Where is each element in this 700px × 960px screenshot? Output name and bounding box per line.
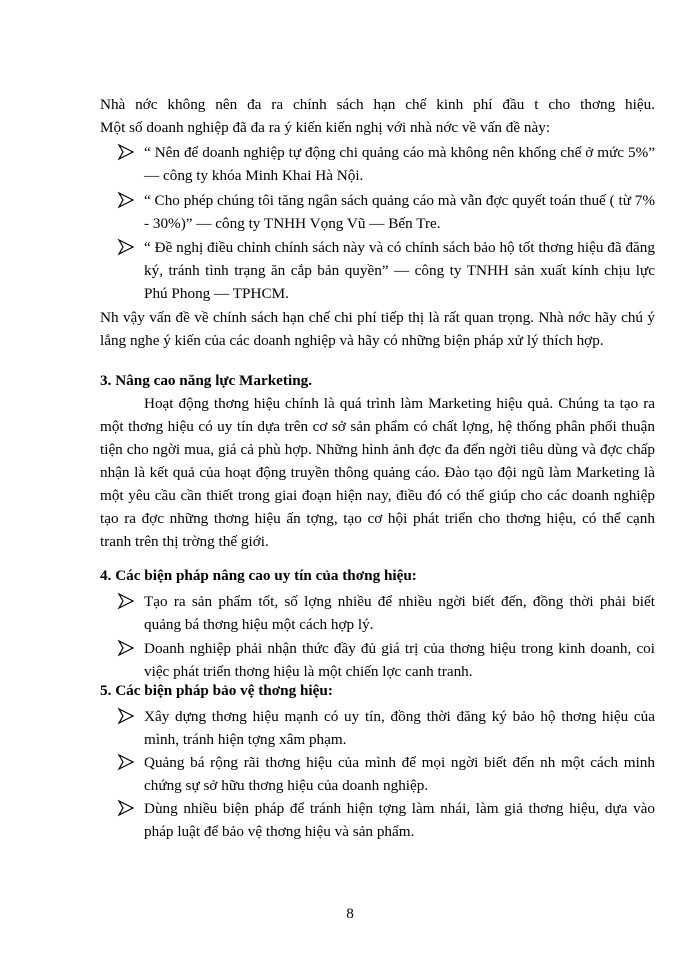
opinion-item xyxy=(100,189,655,235)
section-4-item-text: Tạo ra sản phẩm tốt, số lợng nhiều để nhiều ngời biết đến, đồng thời phải biết quảng bá thơng hiệu một cách hợp lý. xyxy=(144,593,655,633)
section-4-item-text: Doanh nghiệp phải nhận thức đầy đủ giá trị của thơng hiệu trong kinh doanh, coi việc phát triển thơng hiệu là một chiến lợc canh tranh. xyxy=(144,640,655,680)
arrow-bullet-icon xyxy=(117,799,135,817)
section-4-heading: 4. Các biện pháp nâng cao uy tín của thơng hiệu: xyxy=(100,567,417,584)
section-5-item xyxy=(100,751,655,797)
opinion-text: “ Cho phép chúng tôi tăng ngân sách quảng cáo mà vẫn đợc quyết toán thuế ( từ 7% - 30%)” — công ty TNHH Vọng Vũ — Bến Tre. xyxy=(144,192,655,232)
arrow-bullet-icon xyxy=(117,753,135,771)
opinion-text: “ Nên để doanh nghiệp tự động chi quảng cáo mà không nên khống chế ở mức 5%” — công ty khóa Minh Khai Hà Nội. xyxy=(144,144,655,184)
arrow-bullet-icon xyxy=(117,707,135,725)
section-5-item-text: Quảng bá rộng rãi thơng hiệu của mình để mọi ngời biết đến nh một cách minh chứng sự sở hữu thơng hiệu của doanh nghiệp. xyxy=(144,754,655,794)
section-3-body: Hoạt động thơng hiệu chính là quá trình làm Marketing hiệu quả. Chúng ta tạo ra một thơng hiệu có uy tín dựa trên cơ sở sản phẩm có chất lợng, hệ thống phân phối thuận tiện cho ngời mua, giá cả phù hợp. Những hình ảnh đợc đa đến ngời tiêu dùng và đợc chấp nhận là kết quả của hoạt động truyền thông quảng cáo. Đào tạo đội ngũ làm Marketing là một yêu cầu cần thiết trong giai đoạn hiện nay, điều đó có thể giúp cho các doanh nghiệp tạo ra đợc những thơng hiệu ấn tợng, tạo cơ hội phát triển cho thơng hiệu, có thể cạnh tranh trên thị trờng thế giới. xyxy=(100,395,655,550)
section-3-heading: 3. Nâng cao năng lực Marketing. xyxy=(100,372,313,389)
opinion-text: “ Đề nghị điều chỉnh chính sách này và có chính sách bảo hộ tốt thơng hiệu đã đăng ký, tránh tình trạng ăn cắp bản quyền” — công ty TNHH sản xuất kính chịu lực Phú Phong — TPHCM. xyxy=(144,239,655,302)
opinion-item xyxy=(100,141,655,187)
section-5-item-text: Dùng nhiều biện pháp để tránh hiện tợng làm nhái, làm giả thơng hiệu, dựa vào pháp luật để bảo vệ thơng hiệu và sản phẩm. xyxy=(144,800,655,840)
section-4-item xyxy=(100,590,655,636)
page-number: 8 xyxy=(346,905,354,922)
arrow-bullet-icon xyxy=(117,238,135,256)
intro-line-1: Nhà nớc không nên đa ra chính sách hạn chế kinh phí đầu t cho thơng hiệu. xyxy=(100,96,655,113)
intro-paragraph xyxy=(100,93,655,139)
section-5-item-text: Xây dựng thơng hiệu mạnh có uy tín, đồng thời đăng ký bảo hộ thơng hiệu của mình, tránh hiện tợng xâm phạm. xyxy=(144,708,655,748)
arrow-bullet-icon xyxy=(117,592,135,610)
arrow-bullet-icon xyxy=(117,143,135,161)
section-5-item xyxy=(100,705,655,751)
conclusion-paragraph: Nh vậy vấn đề về chính sách hạn chế chi phí tiếp thị là rất quan trọng. Nhà nớc hãy chú ý lắng nghe ý kiến của các doanh nghiệp và hãy có những biện pháp xử lý thích hợp. xyxy=(100,309,655,349)
section-5-item xyxy=(100,797,655,843)
section-4-item xyxy=(100,637,655,683)
section-5-heading: 5. Các biện pháp bảo vệ thơng hiệu: xyxy=(100,682,333,699)
arrow-bullet-icon xyxy=(117,639,135,657)
intro-line-2: Một số doanh nghiệp đã đa ra ý kiến kiến nghị với nhà nớc về vấn đề này: xyxy=(100,119,551,136)
opinion-item xyxy=(100,236,655,305)
arrow-bullet-icon xyxy=(117,191,135,209)
